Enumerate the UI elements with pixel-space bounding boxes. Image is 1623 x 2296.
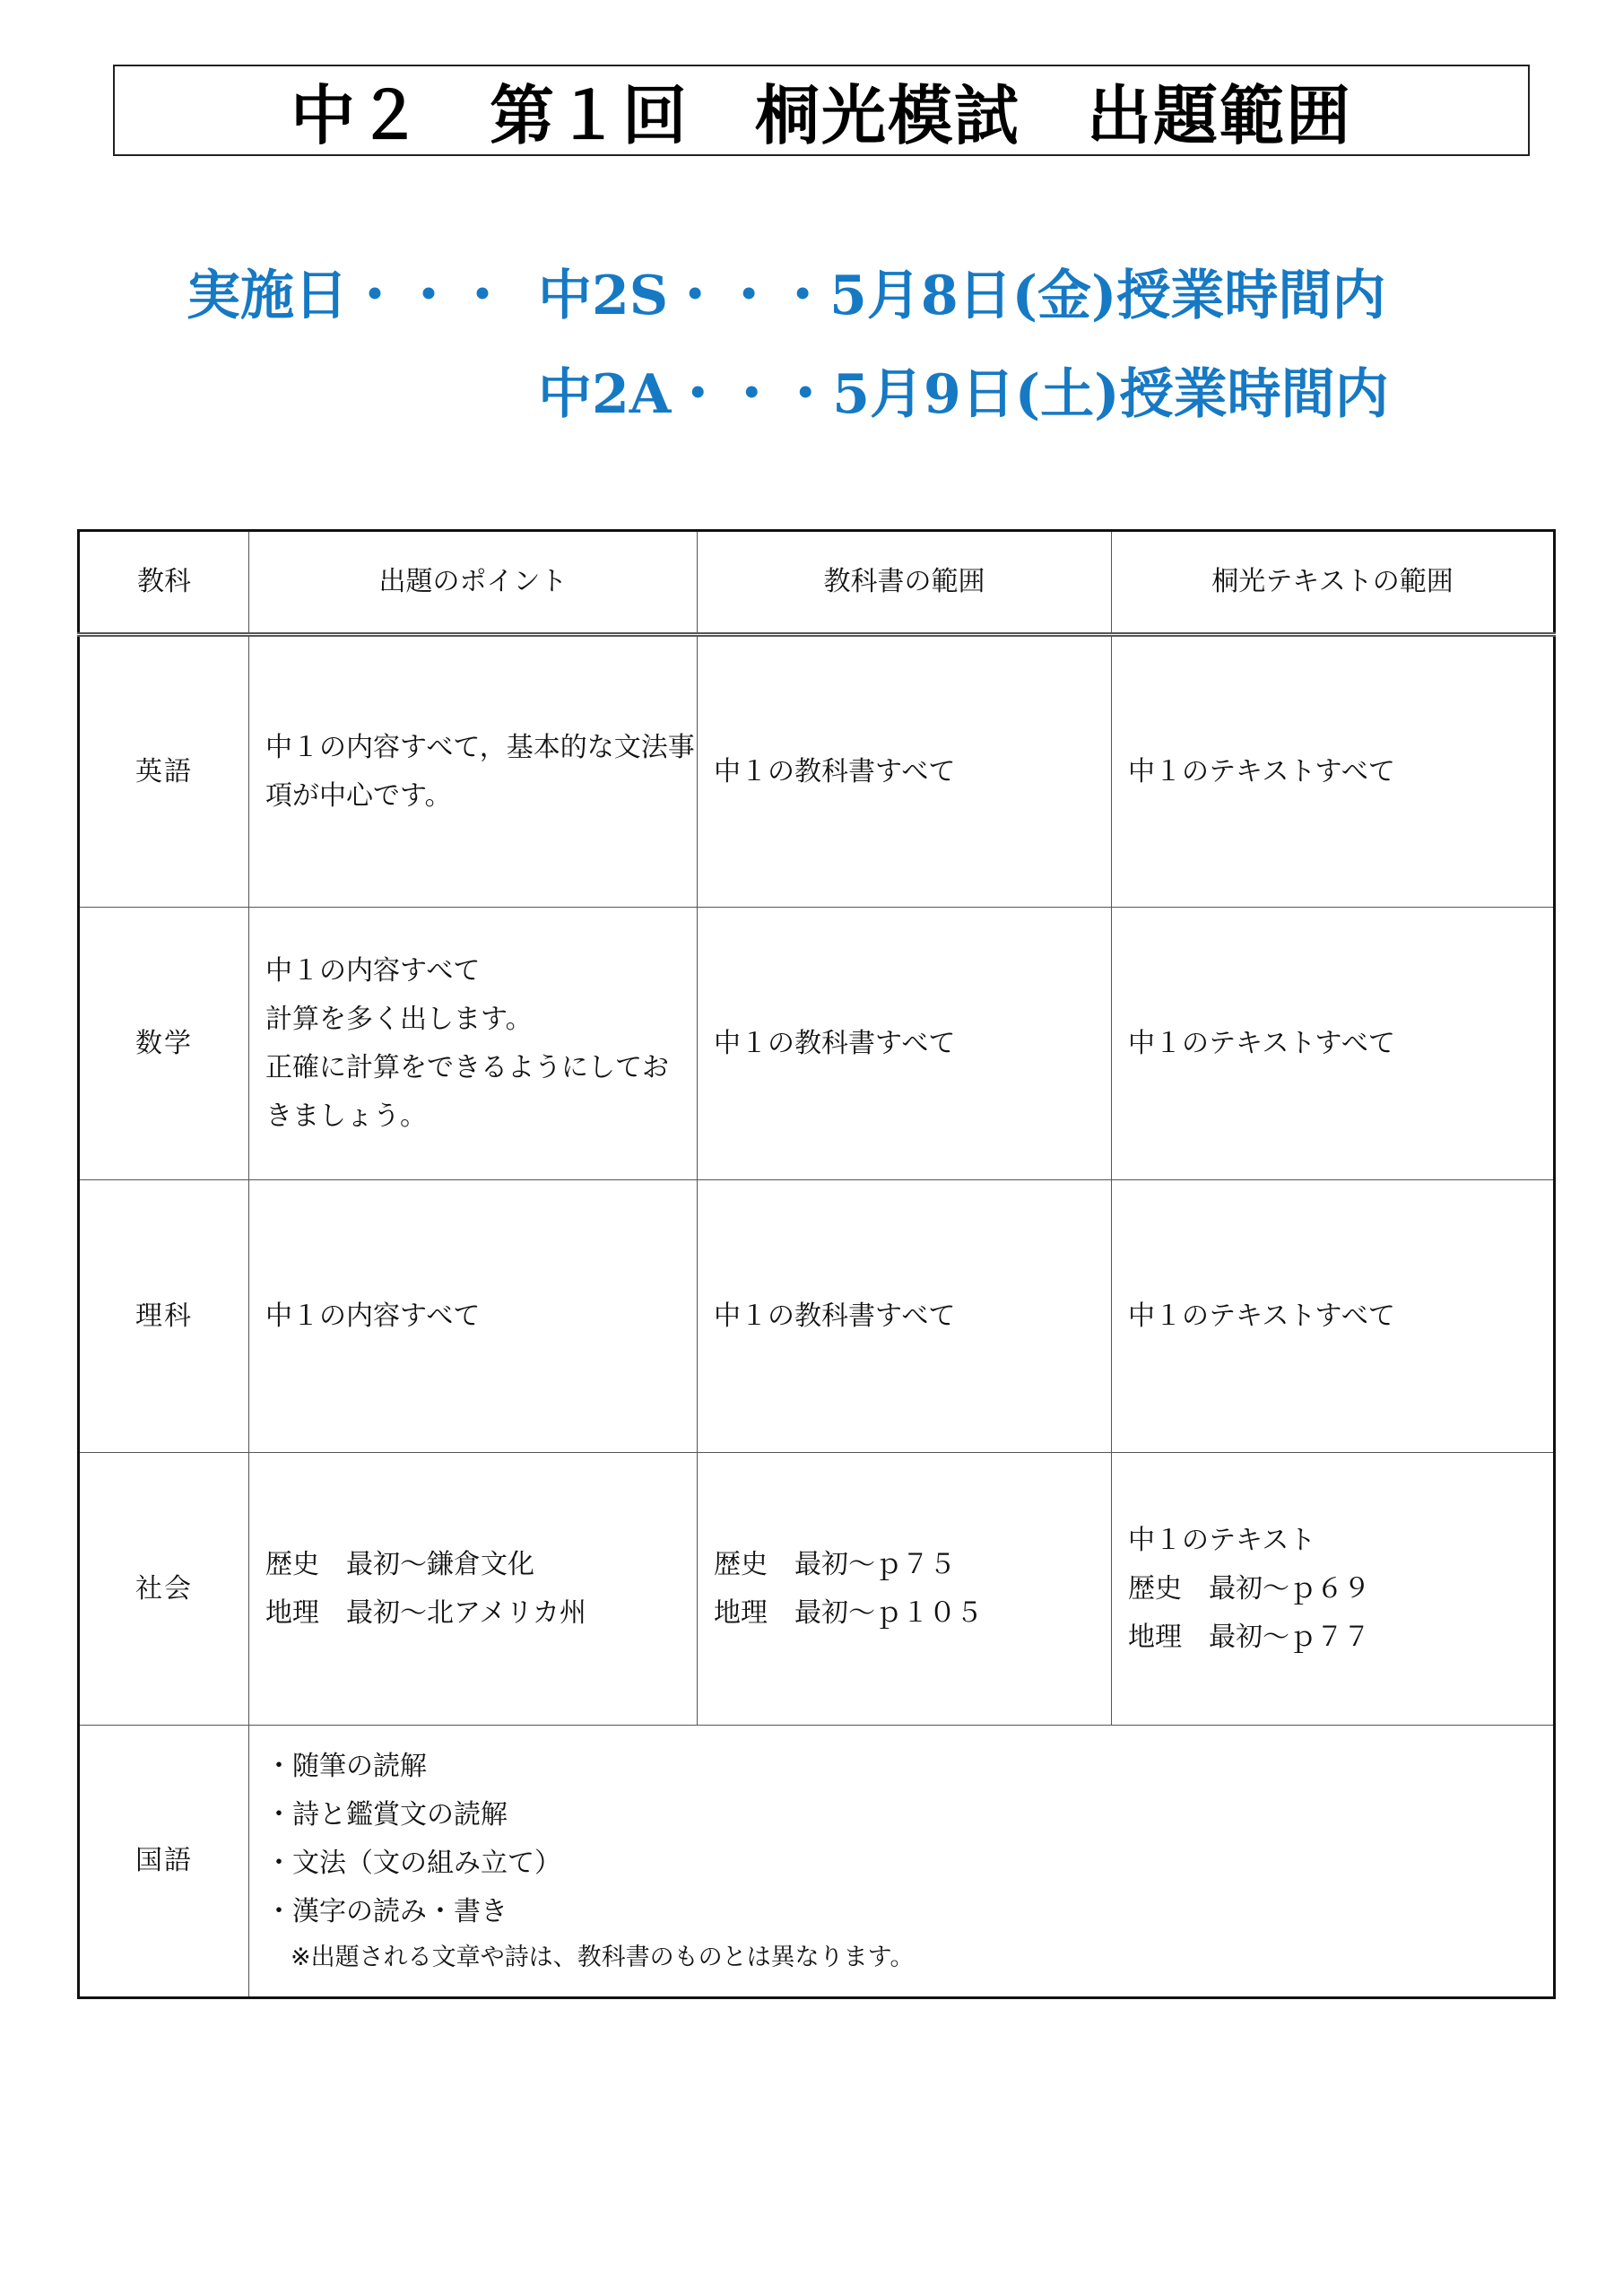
cell-line: 正確に計算をできるようにしてお [265,1051,669,1083]
textbook-cell [698,1453,1112,1726]
subject-cell: 理科 [79,1180,249,1453]
cell-line: 中１の内容すべて [265,954,481,987]
japanese-items-cell [249,1726,1555,1998]
cell-line: 中１のテキストすべて [1128,1027,1395,1059]
header-points: 出題のポイント [249,531,698,635]
table-header-row [79,531,1555,635]
table-row-math [79,908,1555,1180]
cell-line: 計算を多く出します。 [265,1003,533,1035]
subject-cell: 数学 [79,908,249,1180]
cell-line: 中１のテキストすべて [1128,755,1395,787]
cell-line: 地理 最初～ｐ１０５ [714,1596,983,1629]
cell-line: 歴史 最初～ｐ６９ [1128,1572,1370,1605]
table-row-social [79,1453,1555,1726]
exam-scope-table [77,529,1556,1999]
cell-line: 中１の教科書すべて [714,1300,956,1332]
header-textbook: 教科書の範囲 [698,531,1112,635]
cell-line: きましょう。 [265,1100,427,1132]
header-subject: 教科 [79,531,249,635]
cell-line: ・漢字の読み・書き [265,1895,508,1927]
toko-text-cell [1112,908,1555,1180]
exam-date-2a: 中2A・・・5月9日(土)授業時間内 [538,363,1389,426]
toko-text-cell [1112,1453,1555,1726]
cell-line: 地理 最初～北アメリカ州 [265,1596,586,1629]
japanese-note: ※出題される文章や詩は、教科書のものとは異なります。 [291,1943,915,1971]
toko-text-cell [1112,1180,1555,1453]
cell-line: 項が中心です。 [265,779,452,812]
page-title: 中２ 第１回 桐光模試 出題範囲 [290,78,1352,153]
exam-date-label: 実施日・・・ [187,265,509,327]
subject-cell: 英語 [79,635,249,908]
textbook-cell [698,635,1112,908]
table-row-japanese [79,1726,1555,1998]
table-row-science [79,1180,1555,1453]
header-toko-text: 桐光テキストの範囲 [1112,531,1555,635]
cell-line: ・随筆の読解 [265,1750,427,1782]
points-cell [249,1180,698,1453]
points-cell [249,908,698,1180]
cell-line: 中１の教科書すべて [714,1027,956,1059]
cell-line: 中１のテキストすべて [1128,1300,1395,1332]
cell-line: 地理 最初～ｐ７７ [1128,1621,1370,1653]
textbook-cell [698,908,1112,1180]
subject-cell: 国語 [79,1726,249,1998]
cell-line: ・詩と鑑賞文の読解 [265,1798,508,1831]
cell-line: 歴史 最初～鎌倉文化 [265,1548,534,1580]
table-row-english [79,635,1555,908]
cell-line: 中１のテキスト [1128,1524,1316,1556]
points-cell [249,1453,698,1726]
subject-cell: 社会 [79,1453,249,1726]
cell-line: ・文法（文の組み立て） [265,1847,561,1879]
points-cell [249,635,698,908]
cell-line: 中１の内容すべて [265,1300,481,1332]
toko-text-cell [1112,635,1555,908]
exam-date-2s: 中2S・・・5月8日(金)授業時間内 [538,265,1386,327]
cell-line: 中１の内容すべて，基本的な文法事 [265,731,695,763]
title-box [113,65,1530,156]
cell-line: 中１の教科書すべて [714,755,956,787]
cell-line: 歴史 最初～ｐ７５ [714,1548,956,1580]
textbook-cell [698,1180,1112,1453]
